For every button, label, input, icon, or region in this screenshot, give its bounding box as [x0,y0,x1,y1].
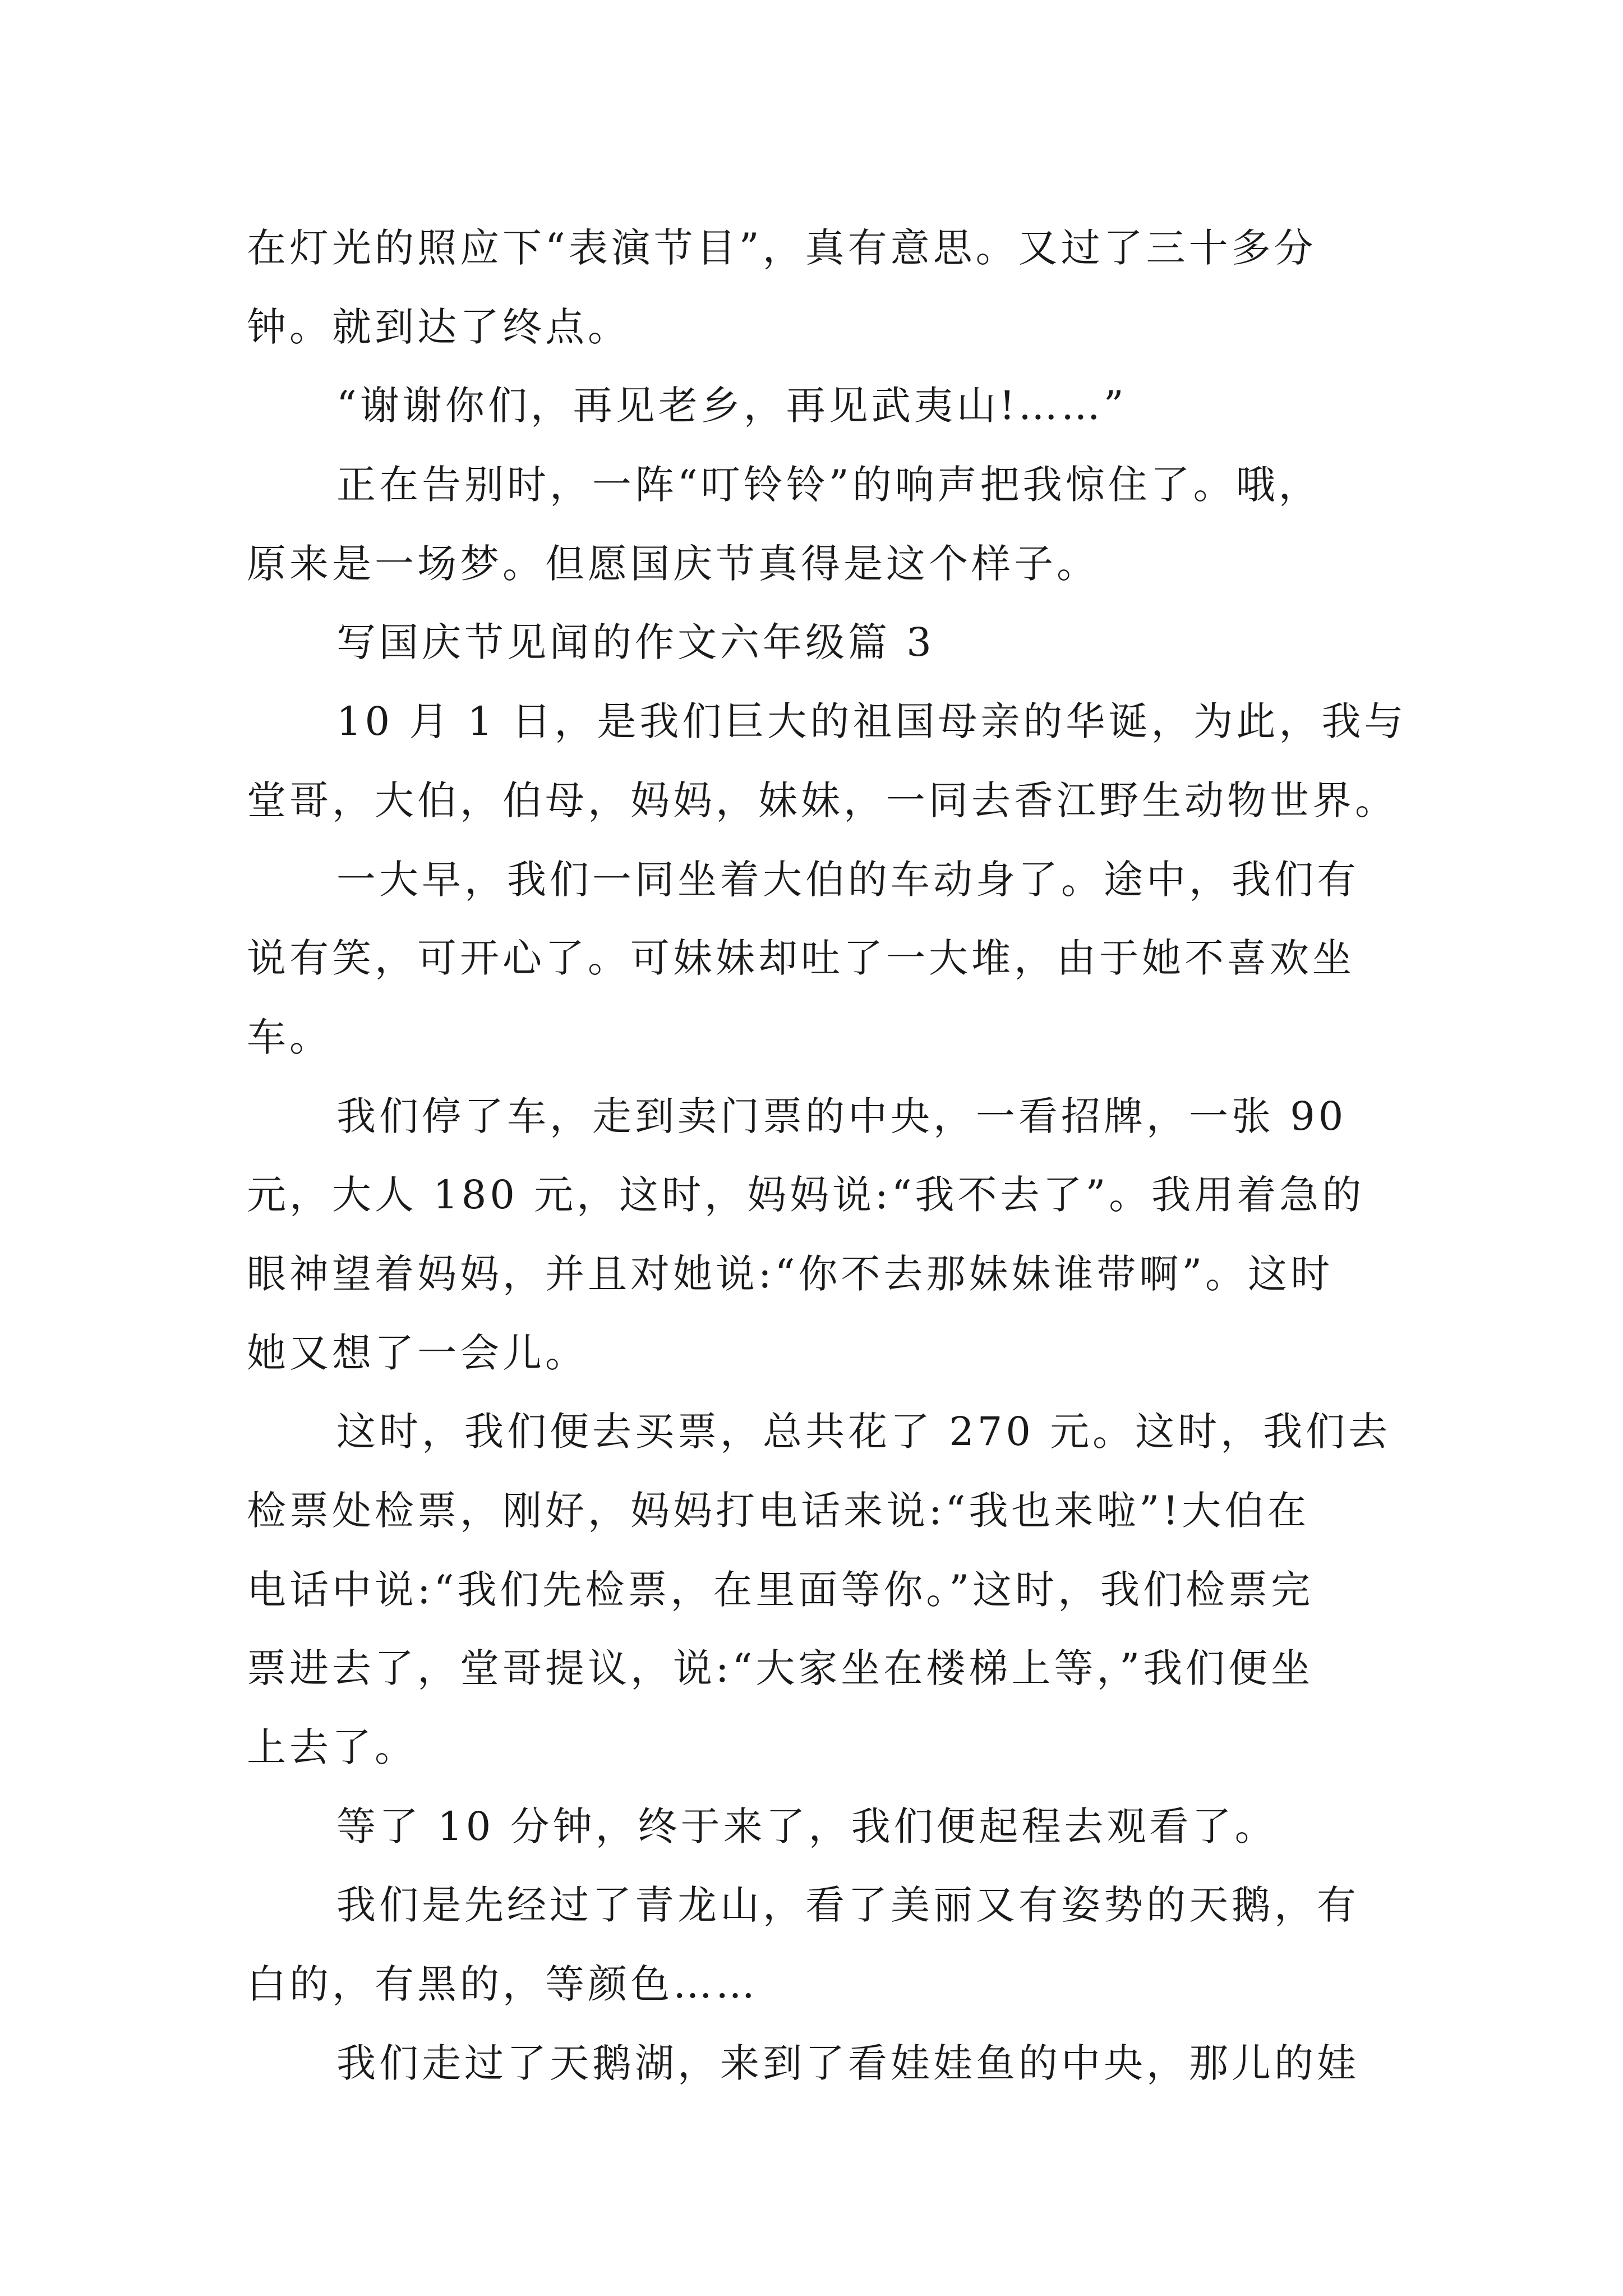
text-line: 一大早，我们一同坐着大伯的车动身了。途中，我们有 [336,856,1359,903]
text-line: 说有笑，可开心了。可妹妹却吐了一大堆，由于她不喜欢坐 [247,935,1355,982]
text-line: 元，大人 180 元，这时，妈妈说:“我不去了”。我用着急的 [247,1172,1365,1218]
text-line: 钟。就到达了终点。 [247,303,630,350]
text-line: 这时，我们便去买票，总共花了 270 元。这时，我们去 [336,1409,1391,1455]
section-heading: 写国庆节见闻的作文六年级篇 3 [336,619,935,666]
text-line: 上去了。 [247,1724,417,1771]
text-line: 我们是先经过了青龙山，看了美丽又有姿势的天鹅，有 [336,1882,1359,1929]
text-line: 车。 [247,1014,332,1060]
text-line: 10 月 1 日，是我们巨大的祖国母亲的华诞，为此，我与 [336,698,1407,745]
text-line: 堂哥，大伯，伯母，妈妈，妹妹，一同去香江野生动物世界。 [247,777,1398,823]
text-line: 眼神望着妈妈，并且对她说:“你不去那妹妹谁带啊”。这时 [247,1250,1334,1297]
text-line: 白的，有黑的，等颜色…… [247,1961,758,2008]
text-line: 票进去了，堂哥提议，说:“大家坐在楼梯上等，”我们便坐 [247,1645,1314,1692]
article-body [247,209,1407,2103]
text-line: 在灯光的照应下“表演节目”，真有意思。又过了三十多分 [247,225,1317,271]
text-line: 她又想了一会儿。 [247,1329,588,1376]
text-line: “谢谢你们，再见老乡，再见武夷山!……” [336,383,1127,429]
text-line: 正在告别时，一阵“叮铃铃”的响声把我惊住了。哦， [336,462,1321,508]
text-line: 检票处检票，刚好，妈妈打电话来说:“我也来啦”!大伯在 [247,1488,1310,1534]
text-line: 电话中说:“我们先检票，在里面等你。”这时，我们检票完 [247,1566,1314,1613]
text-line: 等了 10 分钟，终于来了，我们便起程去观看了。 [336,1803,1278,1849]
text-line: 我们停了车，走到卖门票的中央，一看招牌，一张 90 [336,1093,1347,1139]
text-line: 我们走过了天鹅湖，来到了看娃娃鱼的中央，那儿的娃 [336,2040,1359,2086]
text-line: 原来是一场梦。但愿国庆节真得是这个样子。 [247,540,1099,587]
